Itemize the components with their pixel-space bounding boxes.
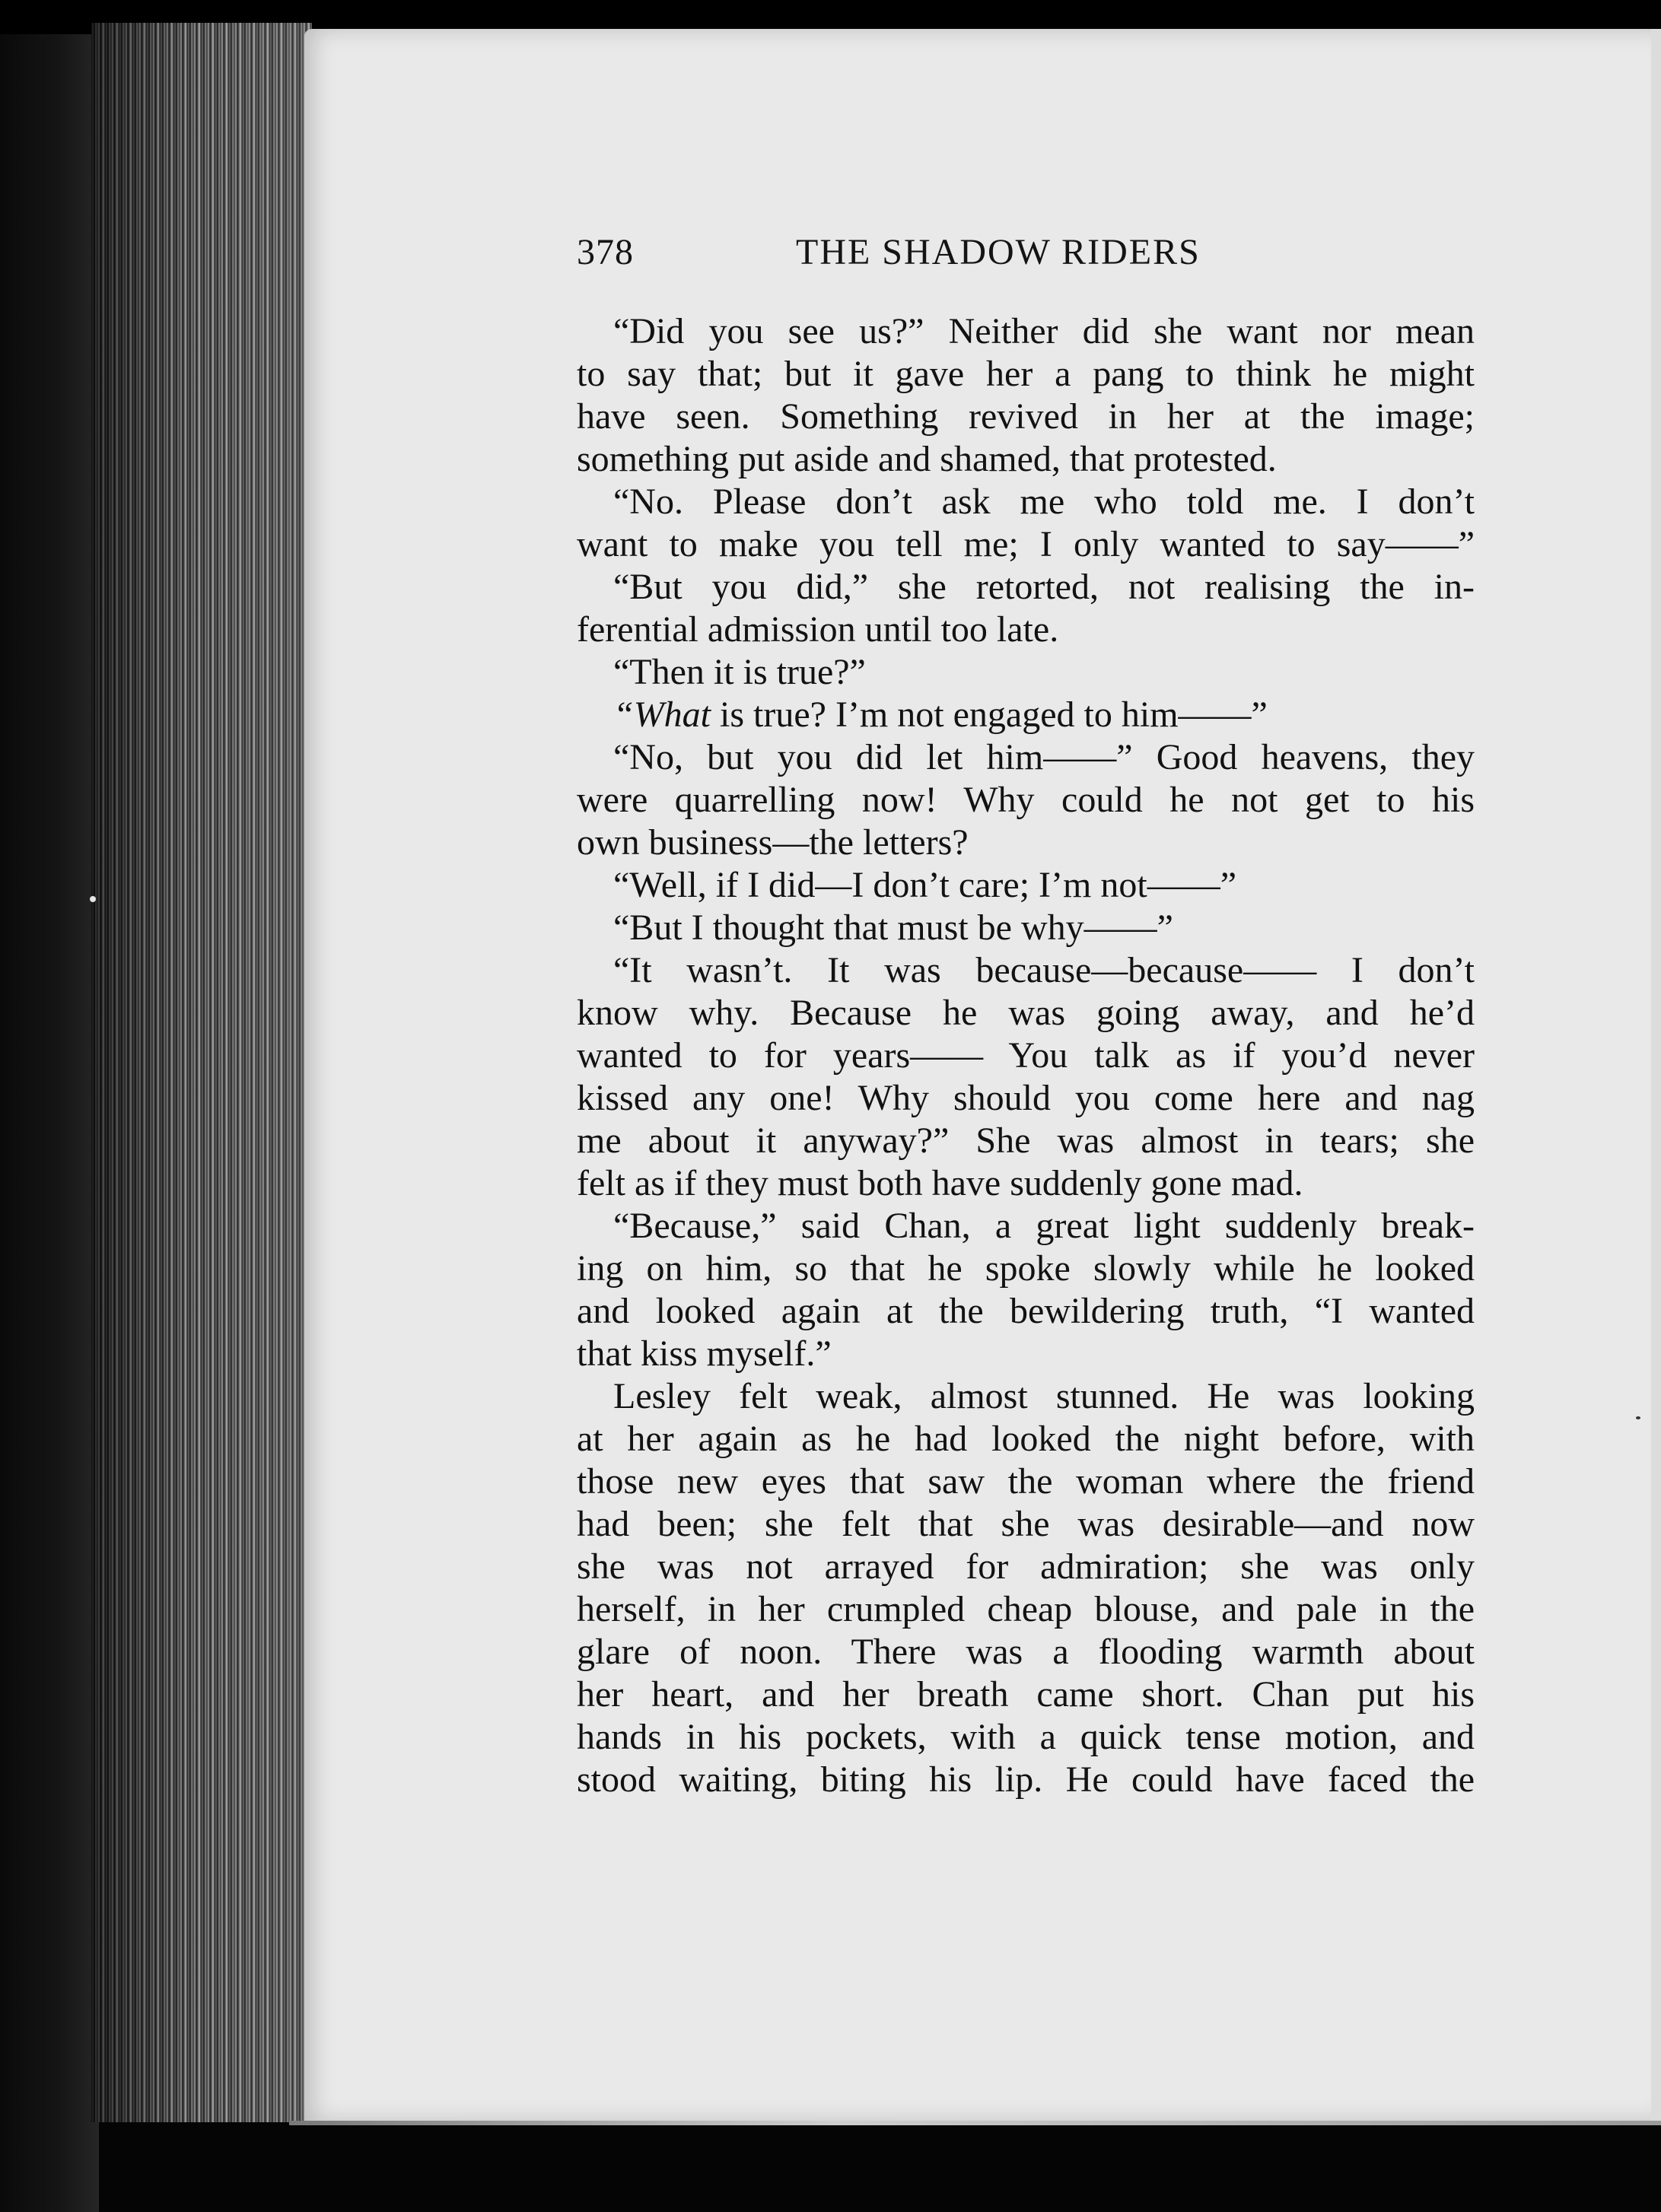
page-right-edge <box>1651 29 1661 2122</box>
text-line: to say that; but it gave her a pang to think he might <box>577 354 1475 394</box>
text-line: “Well, if I did—I don’t care; I’m not——” <box>613 865 1236 905</box>
text-line <box>577 694 1475 736</box>
text-line: and looked again at the bewildering truth, “I wanted <box>577 1291 1475 1331</box>
line-rest: is true? I’m not engaged to him——” <box>711 694 1268 735</box>
page-bottom-edge <box>289 2121 1661 2125</box>
text-line: know why. Because he was going away, and he’d <box>577 993 1475 1033</box>
text-line: “Because,” said Chan, a great light suddenly break- <box>613 1206 1475 1246</box>
text-line: something put aside and shamed, that protested. <box>577 439 1277 479</box>
text-line: “But you did,” she retorted, not realising the in- <box>613 567 1475 607</box>
text-line: ing on him, so that he spoke slowly while he looked <box>577 1248 1475 1289</box>
text-line: at her again as he had looked the night before, with <box>577 1419 1475 1459</box>
italic-word: “What <box>613 694 711 735</box>
text-line: felt as if they must both have suddenly gone mad. <box>577 1163 1303 1203</box>
text-line: me about it anyway?” She was almost in tears; she <box>577 1120 1475 1161</box>
text-line: wanted to for years—— You talk as if you’d never <box>577 1035 1475 1076</box>
text-line: have seen. Something revived in her at the image; <box>577 396 1475 437</box>
text-line: her heart, and her breath came short. Chan put his <box>577 1674 1475 1715</box>
scan-speck <box>1636 1416 1640 1419</box>
text-line: want to make you tell me; I only wanted to say——” <box>577 524 1475 564</box>
text-line: own business—the letters? <box>577 822 969 863</box>
text-line: “But I thought that must be why——” <box>613 907 1173 948</box>
book-page-edges <box>91 23 312 2122</box>
text-line: were quarrelling now! Why could he not get to his <box>577 780 1475 820</box>
text-line: glare of noon. There was a flooding warmth about <box>577 1632 1475 1672</box>
book-title: THE SHADOW RIDERS <box>796 232 1201 272</box>
text-line: kissed any one! Why should you come here and nag <box>577 1078 1475 1118</box>
text-line: “No. Please don’t ask me who told me. I don’t <box>613 481 1475 522</box>
text-line: stood waiting, biting his lip. He could have faced the <box>577 1759 1475 1800</box>
text-line: Lesley felt weak, almost stunned. He was looking <box>613 1376 1475 1416</box>
text-line: “Did you see us?” Neither did she want nor mean <box>613 311 1475 351</box>
text-line: hands in his pockets, with a quick tense motion, and <box>577 1717 1475 1757</box>
body-text <box>577 310 1475 1801</box>
text-line: she was not arrayed for admiration; she was only <box>577 1546 1475 1587</box>
text-line: that kiss myself.” <box>577 1333 832 1374</box>
text-line: “It wasn’t. It was because—because—— I don’t <box>613 950 1475 990</box>
scan-speck <box>90 896 96 902</box>
page-number: 378 <box>577 232 634 272</box>
text-line: herself, in her crumpled cheap blouse, and pale in the <box>577 1589 1475 1629</box>
text-line: those new eyes that saw the woman where the friend <box>577 1461 1475 1502</box>
text-line: “No, but you did let him——” Good heavens, they <box>613 737 1475 777</box>
running-head <box>577 228 1467 277</box>
text-line: ferential admission until too late. <box>577 609 1059 650</box>
text-line: “Then it is true?” <box>613 652 866 692</box>
text-line: had been; she felt that she was desirable—and now <box>577 1504 1475 1544</box>
scan-left-border <box>0 0 99 2212</box>
